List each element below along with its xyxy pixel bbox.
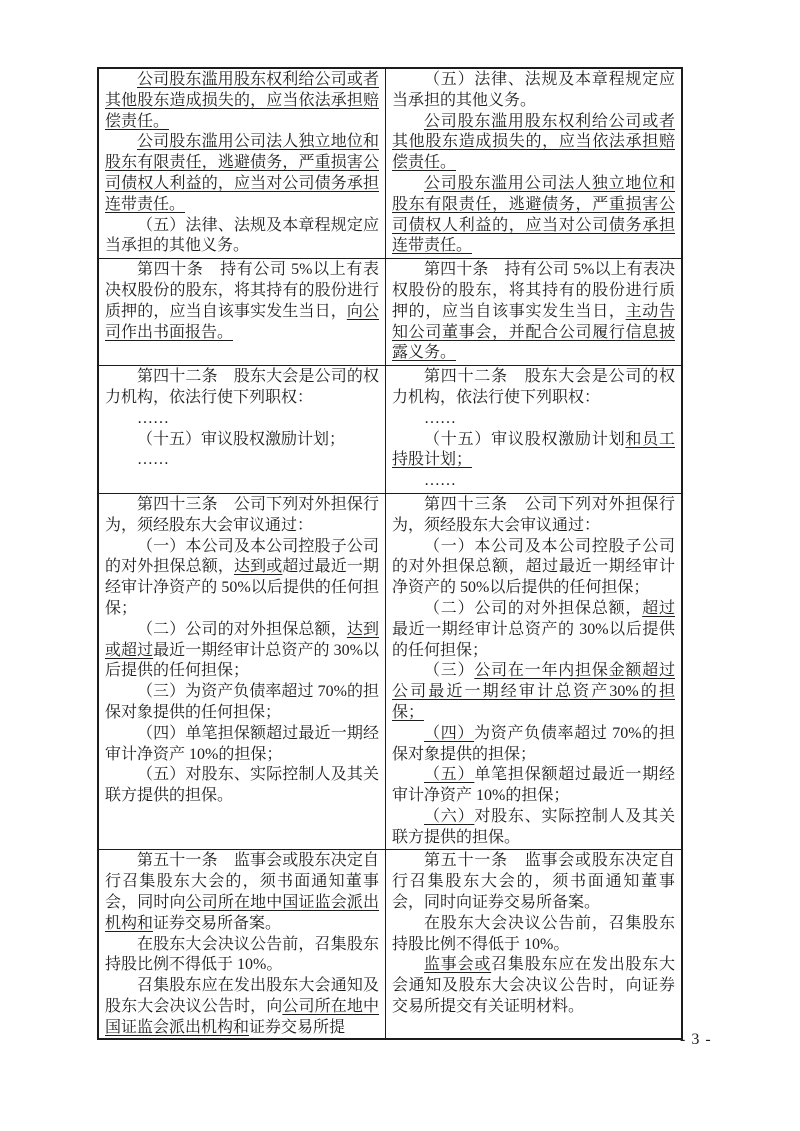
- text: 在股东大会决议公告前，召集股东持股比例不得低于 10%。: [392, 914, 675, 953]
- text: 为资产负债率超过 70%的担保对象提供的担保；: [392, 724, 675, 763]
- underlined-text: 主动告知公司董事会，并配合公司履行信息披露义务。: [392, 302, 675, 362]
- page-number: - 3 -: [680, 1031, 712, 1048]
- text: 证券交易所备案。: [153, 914, 282, 932]
- paragraph: [105, 409, 379, 430]
- row-article-42-left-cell: [99, 366, 386, 493]
- paragraph: [392, 724, 675, 766]
- text: 第四十三条 公司下列对外担保行为，须经股东大会审议通过：: [392, 495, 675, 534]
- paragraph: [392, 851, 675, 913]
- text: 召集股东应在发出股东大会通知及股东大会决议公告时，向: [105, 977, 379, 1016]
- underlined-text: 公司所在地中国证监会派出机构和: [105, 998, 379, 1036]
- row-article-51: [99, 849, 681, 1038]
- underlined-text: 达到或超过: [105, 620, 379, 659]
- text: 最近一期经审计总资产的 30%以后提供的任何担保；: [392, 620, 675, 659]
- row-article-42: [99, 365, 681, 493]
- text: （十五）审议股权激励计划；: [137, 430, 346, 448]
- underlined-text: 公司股东滥用股东权利给公司或者其他股东造成损失的，应当依法承担赔偿责任。: [392, 112, 675, 172]
- text: （四）单笔担保额超过最近一期经审计净资产 10%的担保；: [105, 724, 379, 763]
- underlined-text: 达到或: [233, 558, 283, 576]
- underlined-text: 超过: [642, 599, 675, 617]
- paragraph: [105, 260, 379, 343]
- paragraph: [392, 430, 675, 472]
- underlined-text: 公司股东滥用公司法人独立地位和股东有限责任，逃避债务，严重损害公司债权人利益的，应当对公司债务承担连带责任。: [392, 174, 675, 255]
- text: （三）: [424, 662, 475, 680]
- paragraph: [392, 260, 675, 364]
- text: （二）公司的对外担保总额，: [424, 599, 643, 617]
- text: （五）对股东、实际控制人及其关联方提供的担保。: [105, 766, 379, 805]
- paragraph: [105, 450, 379, 471]
- row-article-43: [99, 493, 681, 850]
- row-article-43-right-cell: [386, 494, 681, 850]
- row-shareholder-liability: [99, 69, 681, 258]
- text: ……: [424, 409, 456, 427]
- paragraph: [105, 620, 379, 682]
- text: ……: [137, 451, 169, 469]
- text: 第五十一条 监事会或股东决定自行召集股东大会的，须书面通知董事会，同时向: [105, 852, 379, 912]
- paragraph: [392, 914, 675, 956]
- paragraph: [105, 682, 379, 724]
- paragraph: [392, 70, 675, 112]
- underlined-text: 和员工持股计划；: [392, 430, 675, 469]
- text: 证券交易所提: [249, 1018, 346, 1036]
- paragraph: [392, 112, 675, 174]
- underlined-text: 向公司作出书面报告。: [105, 302, 379, 341]
- underlined-text: （四）: [424, 724, 475, 742]
- paragraph: [105, 724, 379, 766]
- text: 第四十二条 股东大会是公司的权力机构，依法行使下列职权：: [392, 368, 675, 406]
- row-article-40-right-cell: [386, 259, 681, 365]
- paragraph: [392, 661, 675, 723]
- row-article-42-right-cell: [386, 366, 681, 493]
- paragraph: [392, 495, 675, 537]
- text: 在股东大会决议公告前，召集股东持股比例不得低于 10%。: [105, 935, 379, 974]
- text: （五）法律、法规及本章程规定应当承担的其他义务。: [105, 216, 379, 255]
- underlined-text: 公司所在地中国证监会派出机构和: [105, 894, 379, 932]
- row-shareholder-liability-left-cell: [99, 69, 386, 258]
- text: 第五十一条 监事会或股东决定自行召集股东大会的，须书面通知董事会，同时向证券交易所备案。: [392, 852, 675, 912]
- articles-comparison-table: [97, 67, 683, 1040]
- paragraph: [105, 495, 379, 537]
- paragraph: [392, 807, 675, 849]
- text: 第四十条 持有公司 5%以上有表决权股份的股东，将其持有的股份进行质押的，应当自该事实发生当日，: [392, 261, 675, 320]
- text: 对股东、实际控制人及其关联方提供的担保。: [392, 807, 675, 846]
- row-article-40: [99, 258, 681, 365]
- text: （一）本公司及本公司控股子公司的对外担保总额，: [105, 537, 379, 576]
- underlined-text: 公司股东滥用股东权利给公司或者其他股东造成损失的，应当依法承担赔偿责任。: [105, 71, 379, 130]
- text: 最近一期经审计总资产的 30%以后提供的任何担保；: [105, 641, 379, 680]
- paragraph: [105, 765, 379, 807]
- paragraph: [105, 537, 379, 620]
- row-article-40-left-cell: [99, 259, 386, 365]
- text: （十五）审议股权激励计划: [424, 430, 626, 448]
- text: 召集股东应在发出股东大会通知及股东大会决议公告时，向证券交易所提交有关证明材料。: [392, 956, 675, 1016]
- paragraph: [392, 471, 675, 492]
- paragraph: [392, 955, 675, 1017]
- row-shareholder-liability-right-cell: [386, 69, 681, 258]
- paragraph: [392, 409, 675, 430]
- text: 第四十条 持有公司 5%以上有表决权股份的股东，将其持有的股份进行质押的，应当自该事实发生当日，: [105, 261, 379, 320]
- text: ……: [137, 409, 169, 427]
- text: （二）公司的对外担保总额，: [137, 620, 347, 638]
- paragraph: [105, 367, 379, 409]
- paragraph: [105, 935, 379, 977]
- paragraph: [105, 70, 379, 132]
- row-article-51-right-cell: [386, 850, 681, 1038]
- paragraph: [392, 174, 675, 257]
- paragraph: [392, 599, 675, 661]
- paragraph: [392, 537, 675, 599]
- text: ……: [424, 472, 456, 490]
- paragraph: [105, 216, 379, 258]
- row-article-51-left-cell: [99, 850, 386, 1038]
- row-article-43-left-cell: [99, 494, 386, 850]
- text: （五）法律、法规及本章程规定应当承担的其他义务。: [392, 71, 675, 109]
- paragraph: [105, 430, 379, 451]
- paragraph: [392, 765, 675, 807]
- paragraph: [105, 851, 379, 934]
- text: 超过最近一期经审计净资产的 50%以后提供的任何担保；: [105, 558, 379, 617]
- paragraph: [105, 132, 379, 215]
- underlined-text: （六）: [424, 807, 475, 825]
- underlined-text: 监事会或: [424, 956, 492, 974]
- underlined-text: 公司股东滥用公司法人独立地位和股东有限责任，逃避债务，严重损害公司债权人利益的，应当对公司债务承担连带责任。: [105, 133, 379, 213]
- text: （一）本公司及本公司控股子公司的对外担保总额，超过最近一期经审计净资产的 50%以后提供的任何担保；: [392, 537, 675, 597]
- text: 第四十三条 公司下列对外担保行为，须经股东大会审议通过：: [105, 495, 379, 534]
- text: 第四十二条 股东大会是公司的权力机构，依法行使下列职权：: [105, 368, 379, 406]
- text: （三）为资产负债率超过 70%的担保对象提供的任何担保；: [105, 683, 379, 721]
- text: 单笔担保额超过最近一期经审计净资产 10%的担保；: [392, 766, 675, 805]
- paragraph: [392, 367, 675, 409]
- underlined-text: （五）: [424, 766, 475, 784]
- paragraph: [105, 976, 379, 1038]
- underlined-text: 公司在一年内担保金额超过公司最近一期经审计总资产30%的担保；: [392, 662, 675, 721]
